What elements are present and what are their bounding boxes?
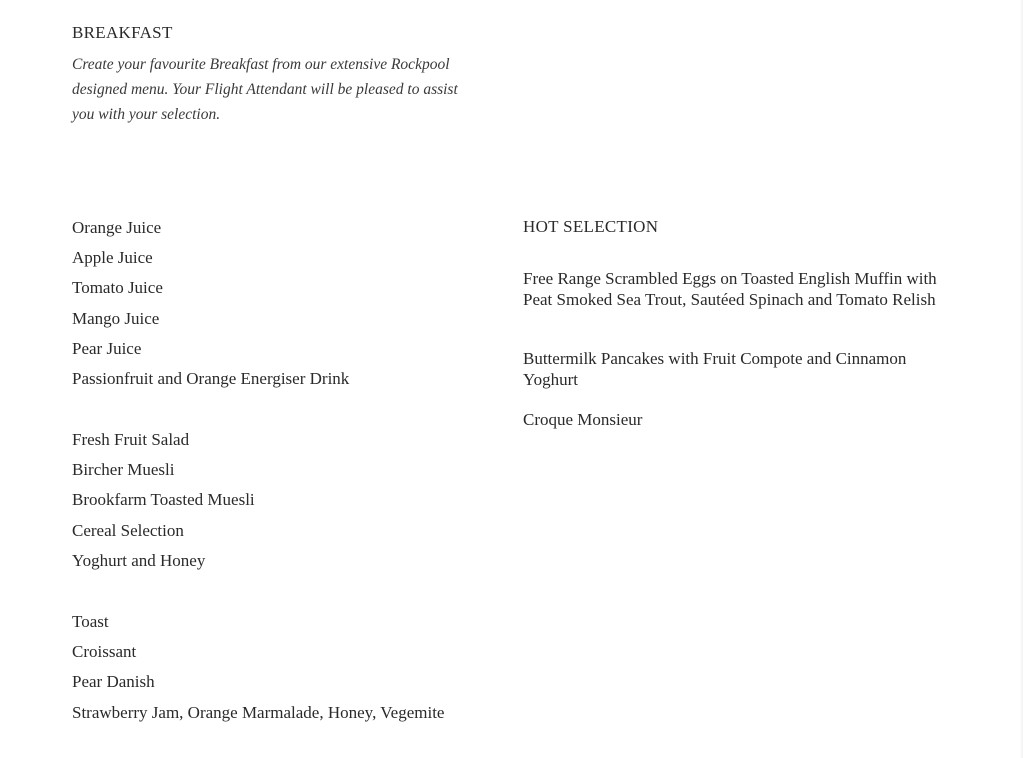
menu-item-croissant: Croissant [72,642,137,662]
hot-item-croque-monsieur: Croque Monsieur [523,410,643,429]
bakery-list [72,607,444,728]
intro-line: designed menu. Your Flight Attendant will be pleased to assist [72,81,458,98]
hot-selection-heading: HOT SELECTION [523,217,659,236]
menu-item-mango-juice: Mango Juice [72,308,160,328]
hot-item-pancakes: Buttermilk Pancakes with Fruit Compote and Cinnamon Yoghurt [523,349,907,389]
cereal-list [72,425,255,576]
menu-item-yoghurt-honey: Yoghurt and Honey [72,550,206,570]
breakfast-heading: BREAKFAST [72,23,173,42]
breakfast-intro [72,52,492,127]
menu-item-fruit-salad: Fresh Fruit Salad [72,430,190,449]
hot-item-scrambled-eggs: Free Range Scrambled Eggs on Toasted English Muffin with Peat Smoked Sea Trout, Sautéed Spinach and Tomato Relish [523,269,937,309]
menu-item-apple-juice: Apple Juice [72,248,153,268]
intro-line: Create your favourite Breakfast from our extensive Rockpool [72,56,450,73]
menu-item-pear-danish: Pear Danish [72,672,155,692]
menu-item-bircher-muesli: Bircher Muesli [72,460,175,480]
menu-item-toast: Toast [72,612,109,631]
menu-item-cereal-selection: Cereal Selection [72,520,184,540]
menu-item-toasted-muesli: Brookfarm Toasted Muesli [72,490,255,510]
intro-line: you with your selection. [72,106,221,123]
menu-item-energiser-drink: Passionfruit and Orange Energiser Drink [72,368,350,388]
juice-list [72,213,349,394]
menu-item-pear-juice: Pear Juice [72,338,142,358]
menu-item-spreads: Strawberry Jam, Orange Marmalade, Honey, Vegemite [72,702,445,722]
menu-item-tomato-juice: Tomato Juice [72,278,163,298]
menu-item-orange-juice: Orange Juice [72,218,162,237]
